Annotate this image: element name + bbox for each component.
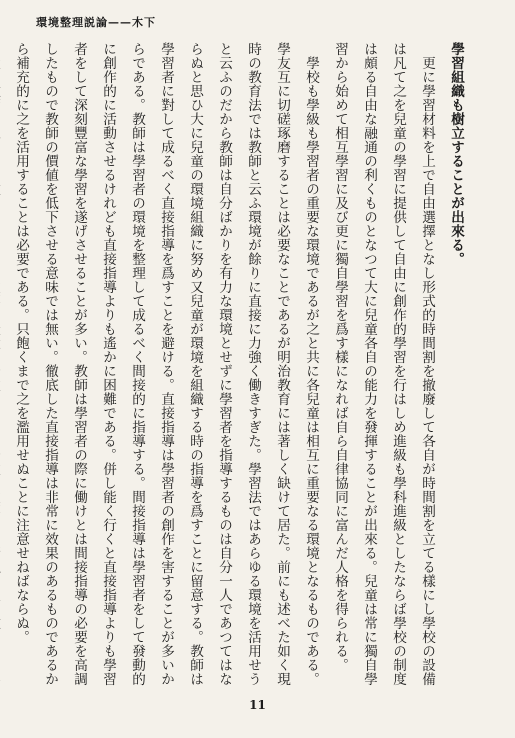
body-text xyxy=(13,42,470,697)
running-head: 環境整理説論——木下 xyxy=(36,16,156,29)
page-number: 11 xyxy=(249,698,266,712)
paragraph-2: 學校も學級も學習者の重要な環境であるが之と共に各兒童は相互に重要なる環境となるものである。學友互に切磋琢磨することは必要なことであるが明治教育には著しく缺けて居た。前にも述べた如く現時の教育法では教師と云ふ環境が餘りに直接に力強く働きすぎた。學習法ではあらゆる環境を活用せうと云ふのだから教師は自分ばかりを有力な環境とせずに學習者を指導するものは自分一人であつてはならぬと思ひ大に兒童の環境組織に努め又兒童が環境を組織する時の指導を爲すことに留意する。教師は學習者に對して成るべく直接指導を爲すことを避ける。直接指導は學習者の創作を害することが多いからである。教師は學習者の環境を整理して成るべく間接的に指導する。間接指導は學習者をして發動的に創作的に活動させるけれども直接指導よりも遙かに困難である。併し能く行くと直接指導よりも學習者をして深刻豐富な學習を遂げさせることが多い。教師は學習者の際に働けとは間接指導の必要を高調したもので教師の價値を低下させる意味では無い。徹底した直接指導は非常に效果のあるものであるから補充的に之を活用することは必要である。只飽くまで之を濫用せぬことに注意せねばならぬ。 xyxy=(13,42,319,686)
paragraph-1: 更に學習材料を上で自由選擇となし形式的時間割を撤廢して各自が時間割を立てる樣にし學校の設備は凡て之を兒童の學習に提供して自由に創作的學習を行はしめ進級も學科進級としたならば學校の制度は頗る自由な融通の利くものとなつて大に兒童各自の能力を發揮することが出來る。兒童は常に獨自學習から始めて相互學習に及び更に獨自學習を爲す樣になれば自ら自律協同に富んだ人格を得られる。 xyxy=(332,42,435,686)
paragraph-3 xyxy=(0,42,6,697)
section-heading: 學習組織も樹立することが出來る。 xyxy=(448,42,464,266)
